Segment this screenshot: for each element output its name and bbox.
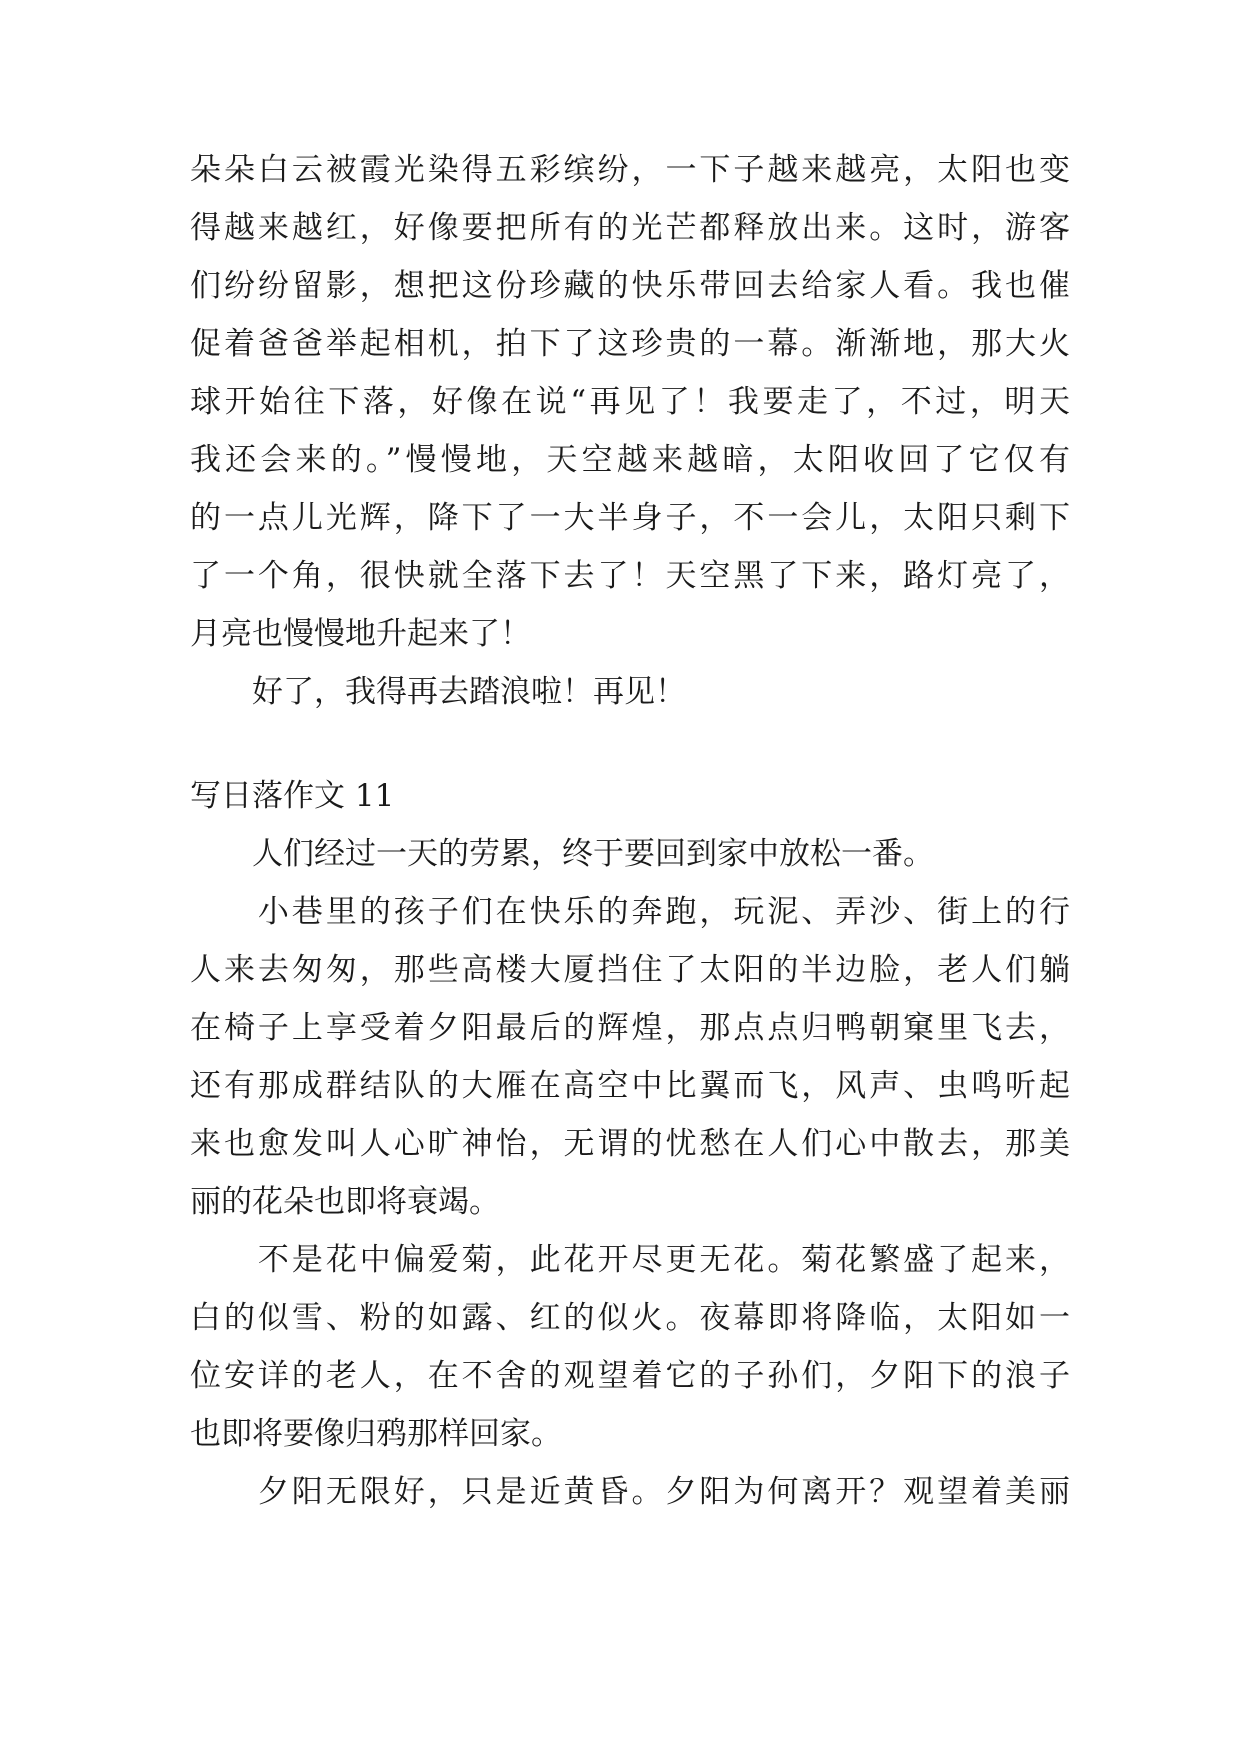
- text-line: 在椅子上享受着夕阳最后的辉煌，那点点归鸭朝窠里飞去，: [190, 1010, 1070, 1046]
- text-line: 促着爸爸举起相机，拍下了这珍贵的一幕。渐渐地，那大火: [190, 326, 1070, 362]
- text-line: 来也愈发叫人心旷神怡，无谓的忧愁在人们心中散去，那美: [190, 1126, 1070, 1162]
- text-line: 不是花中偏爱菊，此花开尽更无花。菊花繁盛了起来，: [190, 1242, 1070, 1278]
- text-line: 的一点儿光辉，降下了一大半身子，不一会儿，太阳只剩下: [190, 500, 1070, 536]
- text-line: 人来去匆匆，那些高楼大厦挡住了太阳的半边脸，老人们躺: [190, 952, 1070, 988]
- text-line: 位安详的老人，在不舍的观望着它的子孙们，夕阳下的浪子: [190, 1358, 1070, 1394]
- text-line: 球开始往下落，好像在说“再见了！我要走了，不过，明天: [190, 384, 1070, 420]
- text-line: 还有那成群结队的大雁在高空中比翼而飞，风声、虫鸣听起: [190, 1068, 1070, 1104]
- text-line: 人们经过一天的劳累，终于要回到家中放松一番。: [190, 836, 934, 872]
- text-line: 月亮也慢慢地升起来了！: [190, 616, 531, 652]
- text-line: 朵朵白云被霞光染得五彩缤纷，一下子越来越亮，太阳也变: [190, 152, 1070, 188]
- text-line: 夕阳无限好，只是近黄昏。夕阳为何离开？观望着美丽: [190, 1474, 1070, 1510]
- text-line: 白的似雪、粉的如露、红的似火。夜幕即将降临，太阳如一: [190, 1300, 1070, 1336]
- text-line: 小巷里的孩子们在快乐的奔跑，玩泥、弄沙、街上的行: [190, 894, 1070, 930]
- text-line: 好了，我得再去踏浪啦！再见！: [190, 674, 686, 710]
- section-title: 写日落作文 11: [190, 778, 395, 814]
- text-line: 了一个角，很快就全落下去了！天空黑了下来，路灯亮了，: [190, 558, 1070, 594]
- text-line: 丽的花朵也即将衰竭。: [190, 1184, 500, 1220]
- text-line: 也即将要像归鸦那样回家。: [190, 1416, 562, 1452]
- text-line: 们纷纷留影，想把这份珍藏的快乐带回去给家人看。我也催: [190, 268, 1070, 304]
- text-line: 得越来越红，好像要把所有的光芒都释放出来。这时，游客: [190, 210, 1070, 246]
- text-line: 我还会来的。”慢慢地，天空越来越暗，太阳收回了它仅有: [190, 442, 1070, 478]
